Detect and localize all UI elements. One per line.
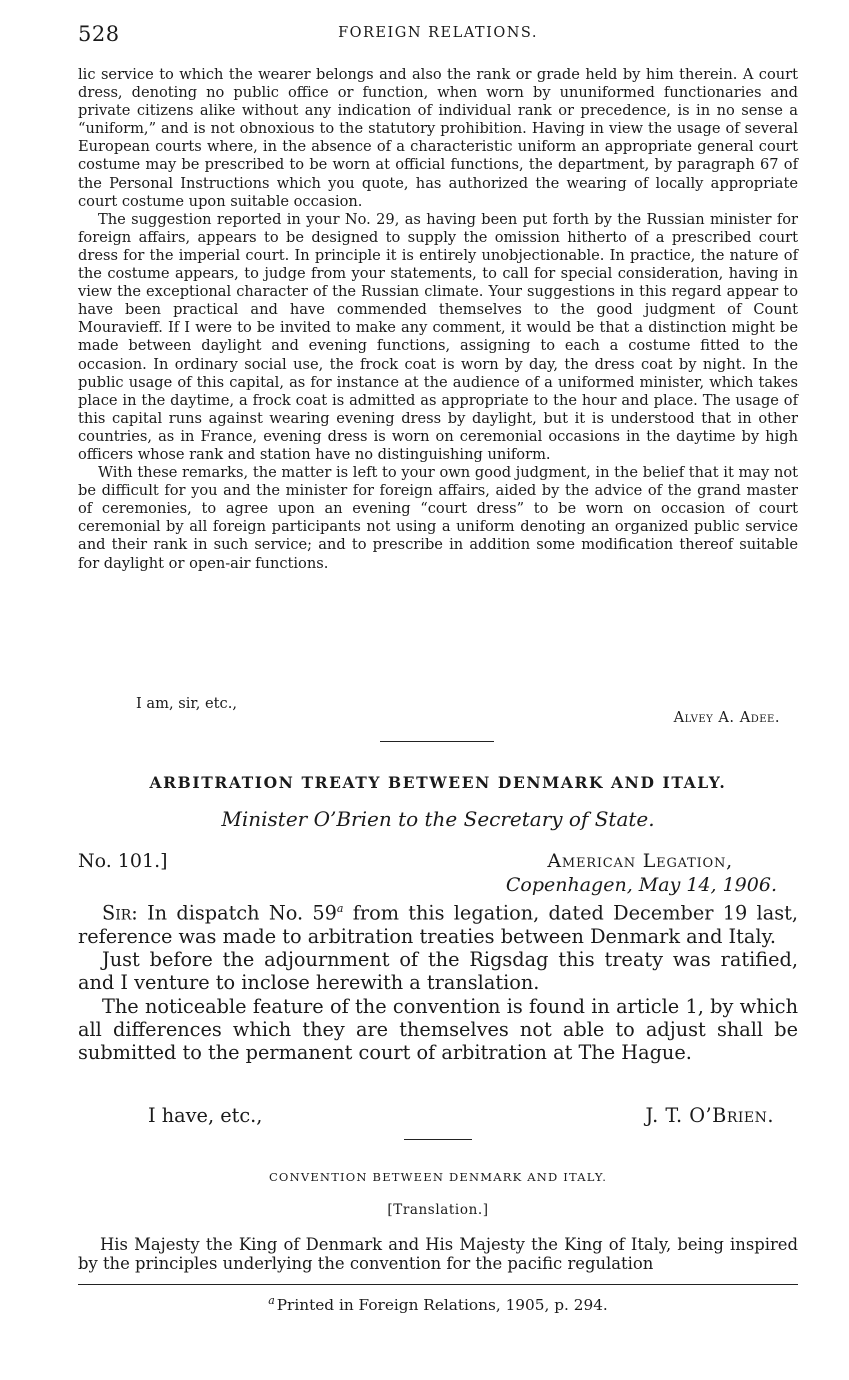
dispatch-address (506, 849, 777, 897)
footnote (78, 1294, 798, 1314)
closing-phrase: I have, etc., (148, 1104, 263, 1127)
letter-paragraph: The suggestion reported in your No. 29, as having been put forth by the Russian minister for foreign affairs, appears to be designed to supply the omission hitherto of a prescribed court dress for the imperial court. In principle it is entirely unobjectionable. In practice, the nature of the costume appears, to judge from your statements, to call for special consideration, having in view the exceptional character of the Russian climate. Your suggestions in this regard appear to have been practical and have commended themselves to the good judgment of Count Mouravieff. If I were to be invited to make any comment, it would be that a distinction might be made between daylight and evening functions, assigning to each a costume fitted to the occasion. In ordinary social use, the frock coat is worn by day, the dress coat by night. In the public usage of this capital, as for instance at the audience of a uniformed minister, which takes place in the daytime, a frock coat is admitted as appropriate to the hour and place. The usage of this capital runs against wearing evening dress by daylight, but it is understood that in other countries, as in France, evening dress is worn on ceremonial occasions in the daytime by high officers whose rank and station have no distinguishing uniform. (78, 210, 798, 463)
convention-body (78, 1236, 798, 1274)
page-number: 528 (78, 22, 120, 46)
section-divider (404, 1139, 472, 1140)
section-divider (380, 741, 494, 742)
letter-closing (78, 693, 798, 733)
dispatch-closing (78, 1104, 798, 1130)
salutation: Sir: (102, 901, 138, 925)
translation-note: [Translation.] (387, 1202, 489, 1218)
signature: J. T. O’Brien. (645, 1104, 774, 1127)
address-line: American Legation, (547, 850, 733, 872)
closing-phrase: I am, sir, etc., (136, 695, 237, 712)
section-subtitle: Minister O’Brien to the Secretary of State. (221, 807, 655, 831)
page-header (78, 22, 798, 48)
footnote-text: Printed in Foreign Relations, 1905, p. 294. (276, 1296, 608, 1315)
signature: Alvey A. Adee. (673, 709, 780, 726)
footnote-rule (78, 1284, 798, 1285)
dispatch-number: No. 101.] (78, 850, 168, 872)
dateline: Copenhagen, May 14, 1906. (505, 874, 777, 896)
convention-paragraph: His Majesty the King of Denmark and His Majesty the King of Italy, being inspired by the principles underlying the convention for the pacific regulation (78, 1235, 798, 1273)
dispatch-paragraph: The noticeable feature of the convention is found in article 1, by which all differences which they are themselves not able to adjust shall be submitted to the permanent court of arbitration at The Hague. (78, 994, 798, 1065)
footnote-marker: a (336, 902, 344, 915)
convention-heading: CONVENTION BETWEEN DENMARK AND ITALY. (268, 1170, 608, 1184)
paragraph-text: from this legation, dated December 19 last, reference was made to arbitration treaties between Denmark and Italy. (78, 901, 798, 948)
letter-paragraph: lic service to which the wearer belongs and also the rank or grade held by him therein. A court dress, denoting no public office or function, when worn by ununiformed functionaries and private citizens alike without any indication of individual rank or precedence, is in no sense a “uniform,” and is not obnoxious to the statutory prohibition. Having in view the usage of several European courts where, in the absence of a characteristic uniform an appropriate general court costume may be prescribed to be worn at official functions, the department, by paragraph 67 of the Personal Instructions which you quote, has authorized the wearing of locally appropriate court costume upon suitable occasion. (78, 66, 798, 210)
dispatch-paragraph (78, 897, 798, 948)
dispatch-body (78, 897, 798, 1065)
section-title: ARBITRATION TREATY BETWEEN DENMARK AND ITALY. (149, 773, 727, 792)
letter-paragraph: With these remarks, the matter is left to your own good judgment, in the belief that it may not be difficult for you and the minister for foreign affairs, aided by the advice of the grand master of ceremonies, to agree upon an evening “court dress” to be worn on occasion of court ceremonial by all foreign participants not using a uniform denoting an organized public service and their rank in such service; and to prescribe in addition some modification thereof suitable for daylight or open-air functions. (78, 464, 798, 572)
running-head: FOREIGN RELATIONS. (338, 25, 538, 41)
paragraph-text: In dispatch No. 59 (147, 901, 337, 925)
letter-continuation (78, 66, 798, 573)
dispatch-paragraph: Just before the adjournment of the Rigsdag this treaty was ratified, and I venture to inclose herewith a translation. (78, 948, 798, 995)
footnote-marker: a (268, 1294, 275, 1307)
